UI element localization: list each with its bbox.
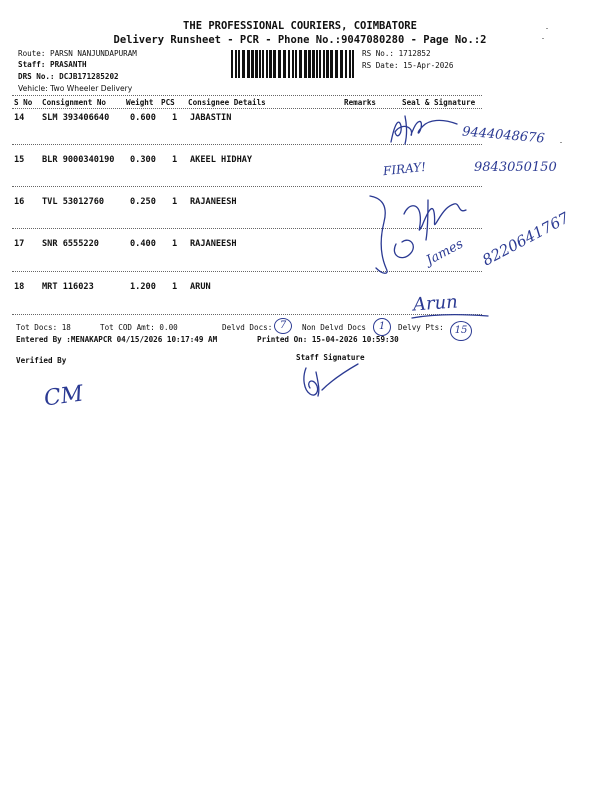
verified-initials: CM — [42, 381, 85, 412]
barcode-bar — [345, 50, 347, 78]
route-line: Route: PARSN NANJUNDAPURAM — [18, 49, 137, 58]
scan-speck — [546, 28, 548, 29]
staff-value: PRASANTH — [50, 60, 87, 69]
vehicle-line: Vehicle: Two Wheeler Delivery — [18, 84, 133, 93]
barcode-bar — [273, 50, 276, 78]
barcode-bar — [269, 50, 272, 78]
row-rule — [12, 186, 482, 187]
barcode-bar — [340, 50, 343, 78]
barcode-bar — [312, 50, 315, 78]
barcode-bar — [295, 50, 297, 78]
delivered-docs-label: Delvd Docs: — [222, 323, 273, 332]
barcode-bar — [266, 50, 268, 78]
row-consignment: MRT 116023 — [42, 282, 94, 292]
row-pcs: 1 — [172, 282, 178, 292]
row-weight: 0.400 — [130, 239, 156, 249]
row-consignee: RAJANEESH — [190, 197, 237, 207]
row-sno: 17 — [14, 239, 25, 249]
barcode-bar — [262, 50, 264, 78]
row-sno: 14 — [14, 113, 25, 123]
barcode-bar — [259, 50, 261, 78]
barcode-bar — [288, 50, 290, 78]
barcode-bar — [292, 50, 294, 78]
row-rule — [12, 144, 482, 145]
total-docs: Tot Docs: 18 — [16, 323, 71, 332]
row-sno: 16 — [14, 197, 25, 207]
verified-by-label: Verified By — [16, 356, 67, 365]
barcode-bar — [283, 50, 286, 78]
row-pcs: 1 — [172, 197, 178, 207]
col-consignee: Consignee Details — [188, 98, 266, 107]
barcode-bar — [255, 50, 258, 78]
row-rule — [12, 271, 482, 272]
handwritten-phone-row-14: 9444048676 — [461, 124, 546, 147]
printed-on: Printed On: 15-04-2026 10:59:30 — [257, 335, 399, 344]
barcode-bar — [235, 50, 237, 78]
barcode-bar — [352, 50, 354, 78]
row-weight: 0.300 — [130, 155, 156, 165]
row-consignment: TVL 53012760 — [42, 197, 105, 207]
barcode-bar — [316, 50, 318, 78]
delivered-count-circled: 7 — [274, 318, 292, 334]
col-seal-signature: Seal & Signature — [402, 98, 476, 107]
row-consignee: ARUN — [190, 282, 211, 292]
non-delivered-count-circled: 1 — [373, 318, 391, 336]
row-sno: 15 — [14, 155, 25, 165]
row-pcs: 1 — [172, 239, 178, 249]
drs-value: DCJB171285202 — [59, 72, 119, 81]
barcode-bar — [335, 50, 338, 78]
barcode-bar — [247, 50, 250, 78]
row-rule — [12, 228, 482, 229]
handwritten-phone-row-17: 8220641767 — [479, 208, 573, 270]
barcode-bar — [308, 50, 311, 78]
barcode-bar — [251, 50, 254, 78]
row-weight: 0.600 — [130, 113, 156, 123]
barcode-bar — [278, 50, 281, 78]
row-pcs: 1 — [172, 155, 178, 165]
row-consignment: BLR 9000340190 — [42, 155, 115, 165]
drs-line — [18, 72, 119, 81]
row-pcs: 1 — [172, 113, 178, 123]
table-top-rule — [12, 95, 482, 96]
signature-rows-16-17 — [362, 192, 482, 278]
handwritten-name-row-15: FIRAY! — [382, 159, 427, 179]
col-sno: S No — [14, 98, 33, 107]
row-rule — [12, 314, 482, 315]
row-consignment: SNR 6555220 — [42, 239, 99, 249]
delivery-points-circled: 15 — [450, 321, 472, 341]
handwritten-name-row-17: James — [423, 236, 466, 269]
barcode-bar — [231, 50, 233, 78]
staff-label: Staff: — [18, 60, 46, 69]
barcode-bar — [323, 50, 325, 78]
table-header-rule — [12, 108, 482, 109]
staff-line — [18, 60, 87, 69]
staff-signature-scribble — [292, 360, 362, 400]
delivery-points-label: Delvy Pts: — [398, 323, 444, 332]
entered-by: Entered By :MENAKAPCR 04/15/2026 10:17:49 AM — [16, 335, 218, 344]
col-remarks: Remarks — [344, 98, 377, 107]
barcode-bar — [326, 50, 329, 78]
barcode — [230, 50, 356, 78]
barcode-bar — [349, 50, 351, 78]
runsheet-subtitle: Delivery Runsheet - PCR - Phone No.:9047080280 - Page No.:2 — [113, 34, 487, 46]
barcode-bar — [242, 50, 245, 78]
barcode-bar — [299, 50, 302, 78]
rs-date: RS Date: 15-Apr-2026 — [362, 61, 454, 70]
row-consignee: RAJANEESH — [190, 239, 237, 249]
barcode-bar — [238, 50, 240, 78]
drs-label: DRS No.: — [18, 72, 55, 81]
scan-speck — [542, 38, 544, 39]
company-title: THE PROFESSIONAL COURIERS, COIMBATORE — [183, 20, 417, 32]
handwritten-phone-row-15: 9843050150 — [474, 160, 557, 175]
rs-number: RS No.: 1712852 — [362, 49, 431, 58]
row-consignee: JABASTIN — [190, 113, 232, 123]
barcode-bar — [304, 50, 307, 78]
staff-signature-label: Staff Signature — [296, 353, 365, 362]
total-cod-amount: Tot COD Amt: 0.00 — [100, 323, 178, 332]
scan-speck — [560, 142, 562, 143]
barcode-bar — [330, 50, 333, 78]
col-consignment: Consignment No — [42, 98, 107, 107]
row-consignment: SLM 393406640 — [42, 113, 110, 123]
row-consignee: AKEEL HIDHAY — [190, 155, 253, 165]
non-delivered-docs-label: Non Delvd Docs — [302, 323, 367, 332]
barcode-bar — [319, 50, 321, 78]
row-weight: 0.250 — [130, 197, 156, 207]
row-sno: 18 — [14, 282, 25, 292]
col-weight: Weight — [126, 98, 154, 107]
col-pcs: PCS — [161, 98, 175, 107]
row-weight: 1.200 — [130, 282, 156, 292]
handwritten-name-row-18: Arun — [412, 291, 459, 316]
